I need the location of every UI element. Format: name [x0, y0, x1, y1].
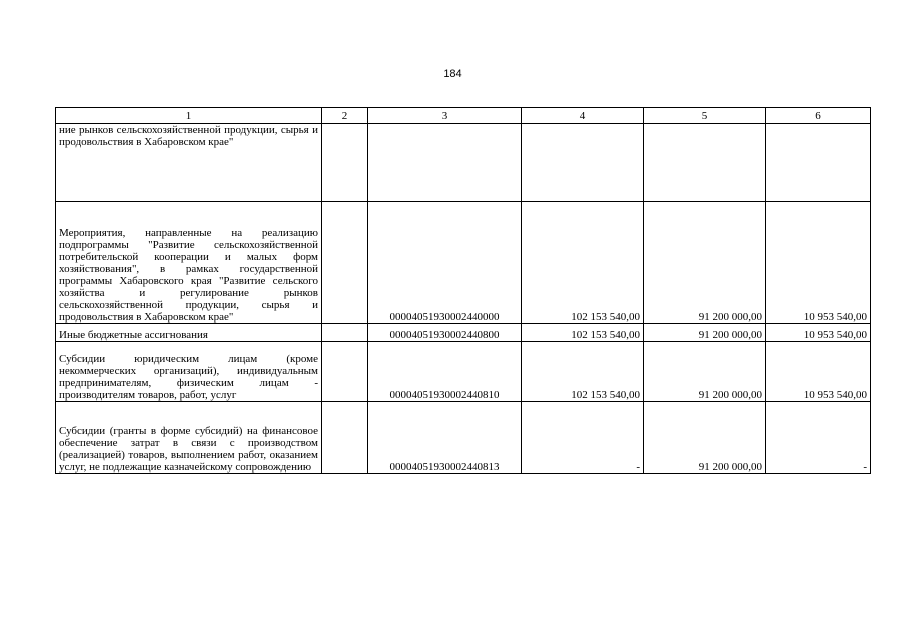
row-col2 [322, 202, 368, 324]
row-col2 [322, 124, 368, 202]
row-amount-total: 102 153 540,00 [522, 202, 644, 324]
row-description-text: Субсидии (гранты в форме субсидий) на финансовое обеспечение затрат в связи с производством (реализацией) товаров, выполнением работ, оказанием услуг, не подлежащие казначейскому сопровождению [59, 425, 318, 473]
row-code: 00004051930002440000 [368, 202, 522, 324]
row-amount-6: 10 953 540,00 [766, 342, 871, 402]
page-number: 184 [443, 68, 462, 80]
row-code [368, 124, 522, 202]
row-description-text: Субсидии юридическим лицам (кроме некоммерческих организаций), индивидуальным предпринимателям, физическим лицам - производителям товаров, работ, услуг [59, 353, 318, 401]
row-code: 00004051930002440800 [368, 324, 522, 342]
row-description [56, 402, 322, 474]
row-col2 [322, 324, 368, 342]
row-amount-5: 91 200 000,00 [644, 342, 766, 402]
row-amount-5: 91 200 000,00 [644, 202, 766, 324]
row-description [56, 342, 322, 402]
column-header-1: 1 [56, 108, 322, 124]
table-header-row [56, 108, 871, 124]
row-description [56, 202, 322, 324]
table-row [56, 402, 871, 474]
row-amount-6: 10 953 540,00 [766, 324, 871, 342]
table-row [56, 124, 871, 202]
column-header-6: 6 [766, 108, 871, 124]
row-amount-6: 10 953 540,00 [766, 202, 871, 324]
table-row [56, 202, 871, 324]
row-description [56, 324, 322, 342]
row-amount-total: 102 153 540,00 [522, 324, 644, 342]
column-header-2: 2 [322, 108, 368, 124]
row-code: 00004051930002440810 [368, 342, 522, 402]
row-col2 [322, 402, 368, 474]
row-description-text: Иные бюджетные ассигнования [59, 329, 208, 341]
row-amount-total [522, 124, 644, 202]
row-amount-5 [644, 124, 766, 202]
row-description-text: ние рынков сельскохозяйственной продукции, сырья и продовольствия в Хабаровском крае" [59, 124, 318, 148]
budget-table [55, 107, 871, 474]
row-description-text: Мероприятия, направленные на реализацию подпрограммы "Развитие сельскохозяйственной потребительской кооперации и малых форм хозяйствования", в рамках государственной программы Хабаровского края "Развитие сельского хозяйства и регулирование рынков сельскохозяйственной продукции, сырья и продовольствия в Хабаровском крае" [59, 227, 318, 323]
row-amount-5: 91 200 000,00 [644, 402, 766, 474]
row-col2 [322, 342, 368, 402]
row-amount-total: - [522, 402, 644, 474]
column-header-3: 3 [368, 108, 522, 124]
row-amount-6 [766, 124, 871, 202]
column-header-4: 4 [522, 108, 644, 124]
row-description [56, 124, 322, 202]
row-amount-6: - [766, 402, 871, 474]
row-amount-total: 102 153 540,00 [522, 342, 644, 402]
table-row [56, 324, 871, 342]
column-header-5: 5 [644, 108, 766, 124]
row-amount-5: 91 200 000,00 [644, 324, 766, 342]
table-row [56, 342, 871, 402]
row-code: 00004051930002440813 [368, 402, 522, 474]
